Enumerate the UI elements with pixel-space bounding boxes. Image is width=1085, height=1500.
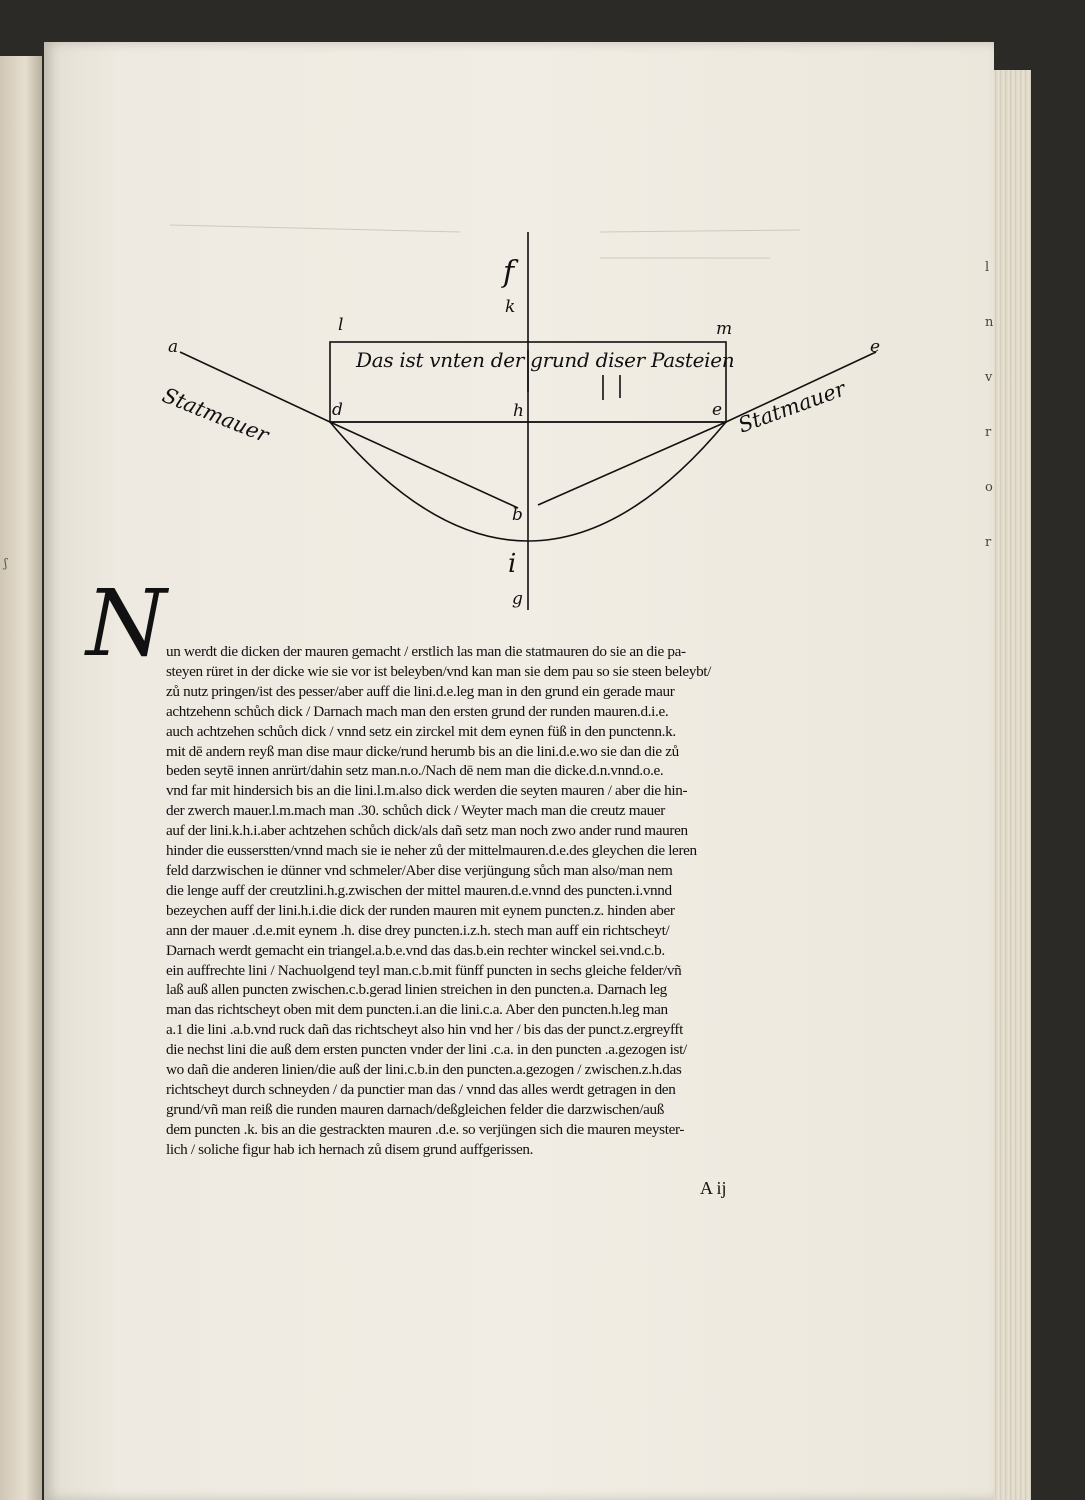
label-e: e [712, 400, 723, 420]
text-line: bezeychen auff der lini.h.i.die dick der runden mauren mit eynem puncten.z. hinden aber [166, 901, 675, 919]
text-line: feld darzwischen ie dünner vnd schmeler/Aber dise verjüngung sůch man also/man nem [166, 861, 673, 879]
text-line: beden seytē innen anrürt/dahin setz man.n.o./Nach dē nem man die dicke.d.n.vnnd.o.e. [166, 762, 664, 780]
label-h: h [513, 401, 524, 421]
text-line: vnd far mit hindersich bis an die lini.l.m.also dick werden die seyten mauren / aber die hin- [166, 782, 688, 800]
city-wall-left-label: Statmauer [159, 383, 273, 448]
drop-cap-initial: N [86, 570, 167, 677]
label-m: m [716, 319, 733, 339]
label-e-outer: e [870, 337, 881, 357]
label-b: b [512, 505, 523, 525]
bleed-through [170, 225, 800, 258]
label-g: g [512, 589, 523, 609]
text-line: hinder die eusserstten/vnnd mach sie ie neher zů der mittelmauren.d.e.des gleychen die leren [166, 842, 697, 860]
text-line: Darnach werdt gemacht ein triangel.a.b.e.vnd das das.b.ein rechter winckel sei.vnd.c.b. [166, 941, 665, 959]
text-line: die lenge auff der creutzlini.h.g.zwischen der mittel mauren.d.e.vnnd des puncten.i.vnnd [166, 881, 672, 899]
label-k: k [505, 297, 516, 317]
text-line: ann der mauer .d.e.mit eynem .h. dise drey puncten.i.z.h. stech man auff ein richtscheyt/ [166, 921, 670, 939]
text-line: richtscheyt durch schneyden / da punctier man das / vnnd das alles werdt getragen in den [166, 1080, 676, 1098]
line-d-b [330, 422, 518, 508]
diagram-caption: Das ist vnten der grund diser Pasteien [356, 348, 735, 372]
margin-mark: ʃ [4, 556, 8, 570]
text-line: die nechst lini die auß dem ersten puncten vnder der lini .c.a. in den puncten .a.gezogen ist/ [166, 1041, 687, 1059]
text-line: lich / soliche figur hab ich hernach zů disem grund auffgerissen. [166, 1140, 534, 1158]
text-line: laß auß allen puncten zwischen.c.b.gerad linien streichen in den puncten.a. Darnach leg [166, 981, 667, 999]
text-line: grund/vñ man reiß die runden mauren darnach/deßgleichen felder die darzwischen/auß [166, 1100, 665, 1118]
edge-mark: n [985, 315, 994, 330]
edge-mark: o [985, 480, 993, 495]
text-line: wo dañ die anderen linien/die auß der lini.c.b.in den puncten.a.gezogen / zwischen.z.h.das [166, 1061, 682, 1079]
edge-mark: r [985, 535, 992, 550]
body-text [166, 642, 796, 1160]
text-line: auf der lini.k.h.i.aber achtzehen schůch dick/als dañ setz man noch zwo ander rund mauren [166, 822, 688, 840]
label-a: a [168, 337, 179, 357]
city-wall-right-label: Statmauer [735, 376, 849, 438]
edge-mark: l [985, 260, 990, 275]
text-line: auch achtzehen schůch dick / vnnd setz ein zirckel mit dem eynen füß in den punctenn.k. [166, 722, 676, 740]
text-line: un werdt die dicken der mauren gemacht / erstlich las man die statmauren do sie an die pa- [166, 643, 686, 660]
edge-mark: r [985, 425, 992, 440]
text-line: zů nutz pringen/ist des pesser/aber auff die lini.d.e.leg man in den grund ein gerade maur [166, 682, 675, 700]
text-line: mit dē andern reyß man dise maur dicke/rund herumb bis an die lini.d.e.wo sie dan die zů [166, 742, 679, 760]
text-line: steyen rüret in der dicke wie sie vor ist beleyben/vnd kan man sie dem pau so sie steen beleybt/ [166, 662, 712, 680]
line-e-b [538, 422, 726, 505]
text-line: man das richtscheyt oben mit dem puncten.i.an die lini.c.a. Aber den puncten.h.leg man [166, 1001, 668, 1019]
text-line: achtzehenn schůch dick / Darnach mach man den ersten grund der runden mauren.d.i.e. [166, 702, 669, 720]
label-l: l [338, 315, 344, 335]
signature-mark: A ij [700, 1178, 727, 1198]
label-i: i [508, 549, 517, 579]
text-line: ein auffrechte lini / Nachuolgend teyl man.c.b.mit fünff puncten in sechs gleiche felder/vñ [166, 961, 682, 979]
text-line: dem puncten .k. bis an die gestrackten mauren .d.e. so verjüngen sich die mauren meyster- [166, 1120, 685, 1138]
text-line: der zwerch mauer.l.m.mach man .30. schůch dick / Weyter mach man die creutz mauer [166, 802, 665, 820]
edge-mark: v [985, 370, 993, 385]
text-line: a.1 die lini .a.b.vnd ruck dañ das richtscheyt also hin vnd her / bis das der punct.z.ergreyfft [166, 1021, 684, 1039]
label-d: d [332, 400, 343, 420]
label-f: f [503, 255, 515, 290]
